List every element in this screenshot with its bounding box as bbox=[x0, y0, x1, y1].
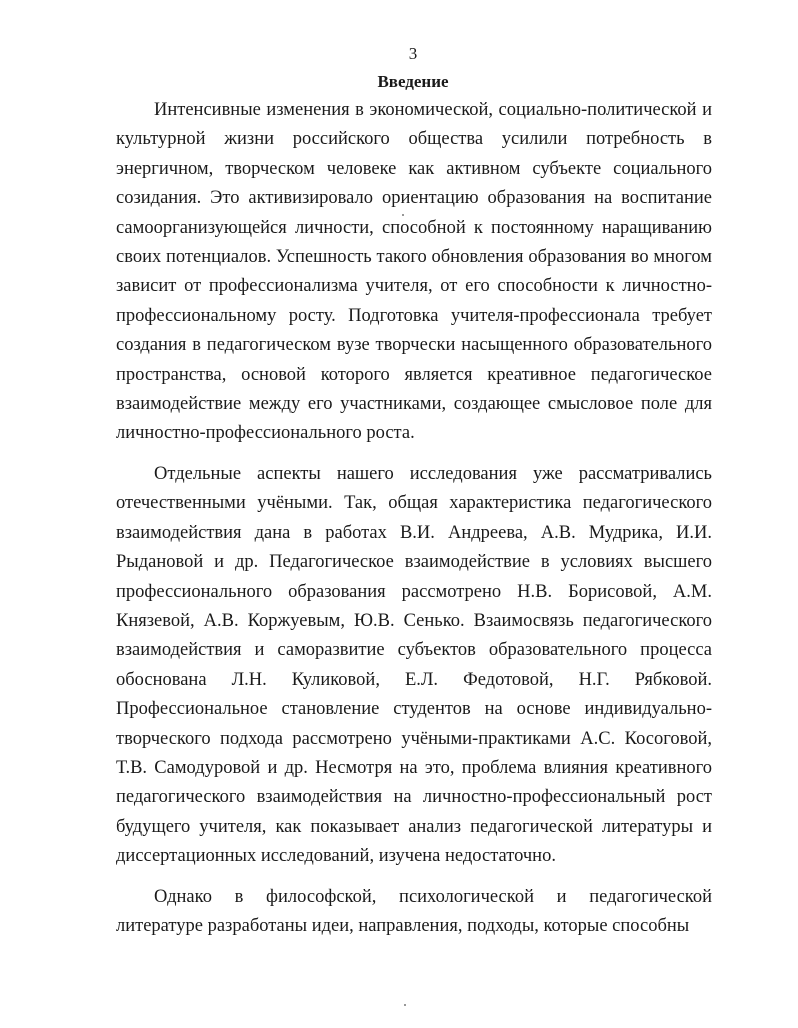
paragraph-1: Интенсивные изменения в экономической, социально-политической и культурной жизни российского общества усилили потребность в энергичном, творческом человеке как активном субъекте социального созидания. Это активизировало ориентацию образования на воспитание самоорганизующейся личности, способной к постоянному наращиванию своих потенциалов. Успешность такого обновления образования во многом зависит от профессионализма учителя, от его способности к личностно-профессиональному росту. Подготовка учителя-профессионала требует создания в педагогическом вузе творчески насыщенного образовательного пространства, основой которого является креативное педагогическое взаимодействие между его участниками, создающее смысловое поле для личностно-профессионального роста. bbox=[116, 100, 712, 444]
section-heading: Введение bbox=[377, 72, 449, 91]
body-text bbox=[116, 96, 712, 941]
paragraph-3: Однако в философской, психологической и педагогической литературе разработаны идеи, направления, подходы, которые способны bbox=[116, 886, 712, 936]
page-number: 3 bbox=[408, 44, 418, 63]
scan-speck bbox=[402, 214, 404, 216]
paragraph-2: Отдельные аспекты нашего исследования уже рассматривались отечественными учёными. Так, общая характеристика педагогического взаимодействия дана в работах В.И. Андреева, А.В. Мудрика, И.И. Рыдановой и др. Педагогическое взаимодействие в условиях высшего профессионального образования рассмотрено Н.В. Борисовой, А.М. Князевой, А.В. Коржуевым, Ю.В. Сенько. Взаимосвязь педагогического взаимодействия и саморазвитие субъектов образовательного процесса обоснована Л.Н. Куликовой, Е.Л. Федотовой, Н.Г. Рябковой. Профессиональное становление студентов на основе индивидуально-творческого подхода рассмотрено учёными-практиками А.С. Косоговой, Т.В. Самодуровой и др. Несмотря на это, проблема влияния креативного педагогического взаимодействия на личностно-профессиональный рост будущего учителя, как показывает анализ педагогической литературы и диссертационных исследований, изучена недостаточно. bbox=[116, 463, 712, 867]
scan-speck bbox=[404, 1004, 406, 1006]
